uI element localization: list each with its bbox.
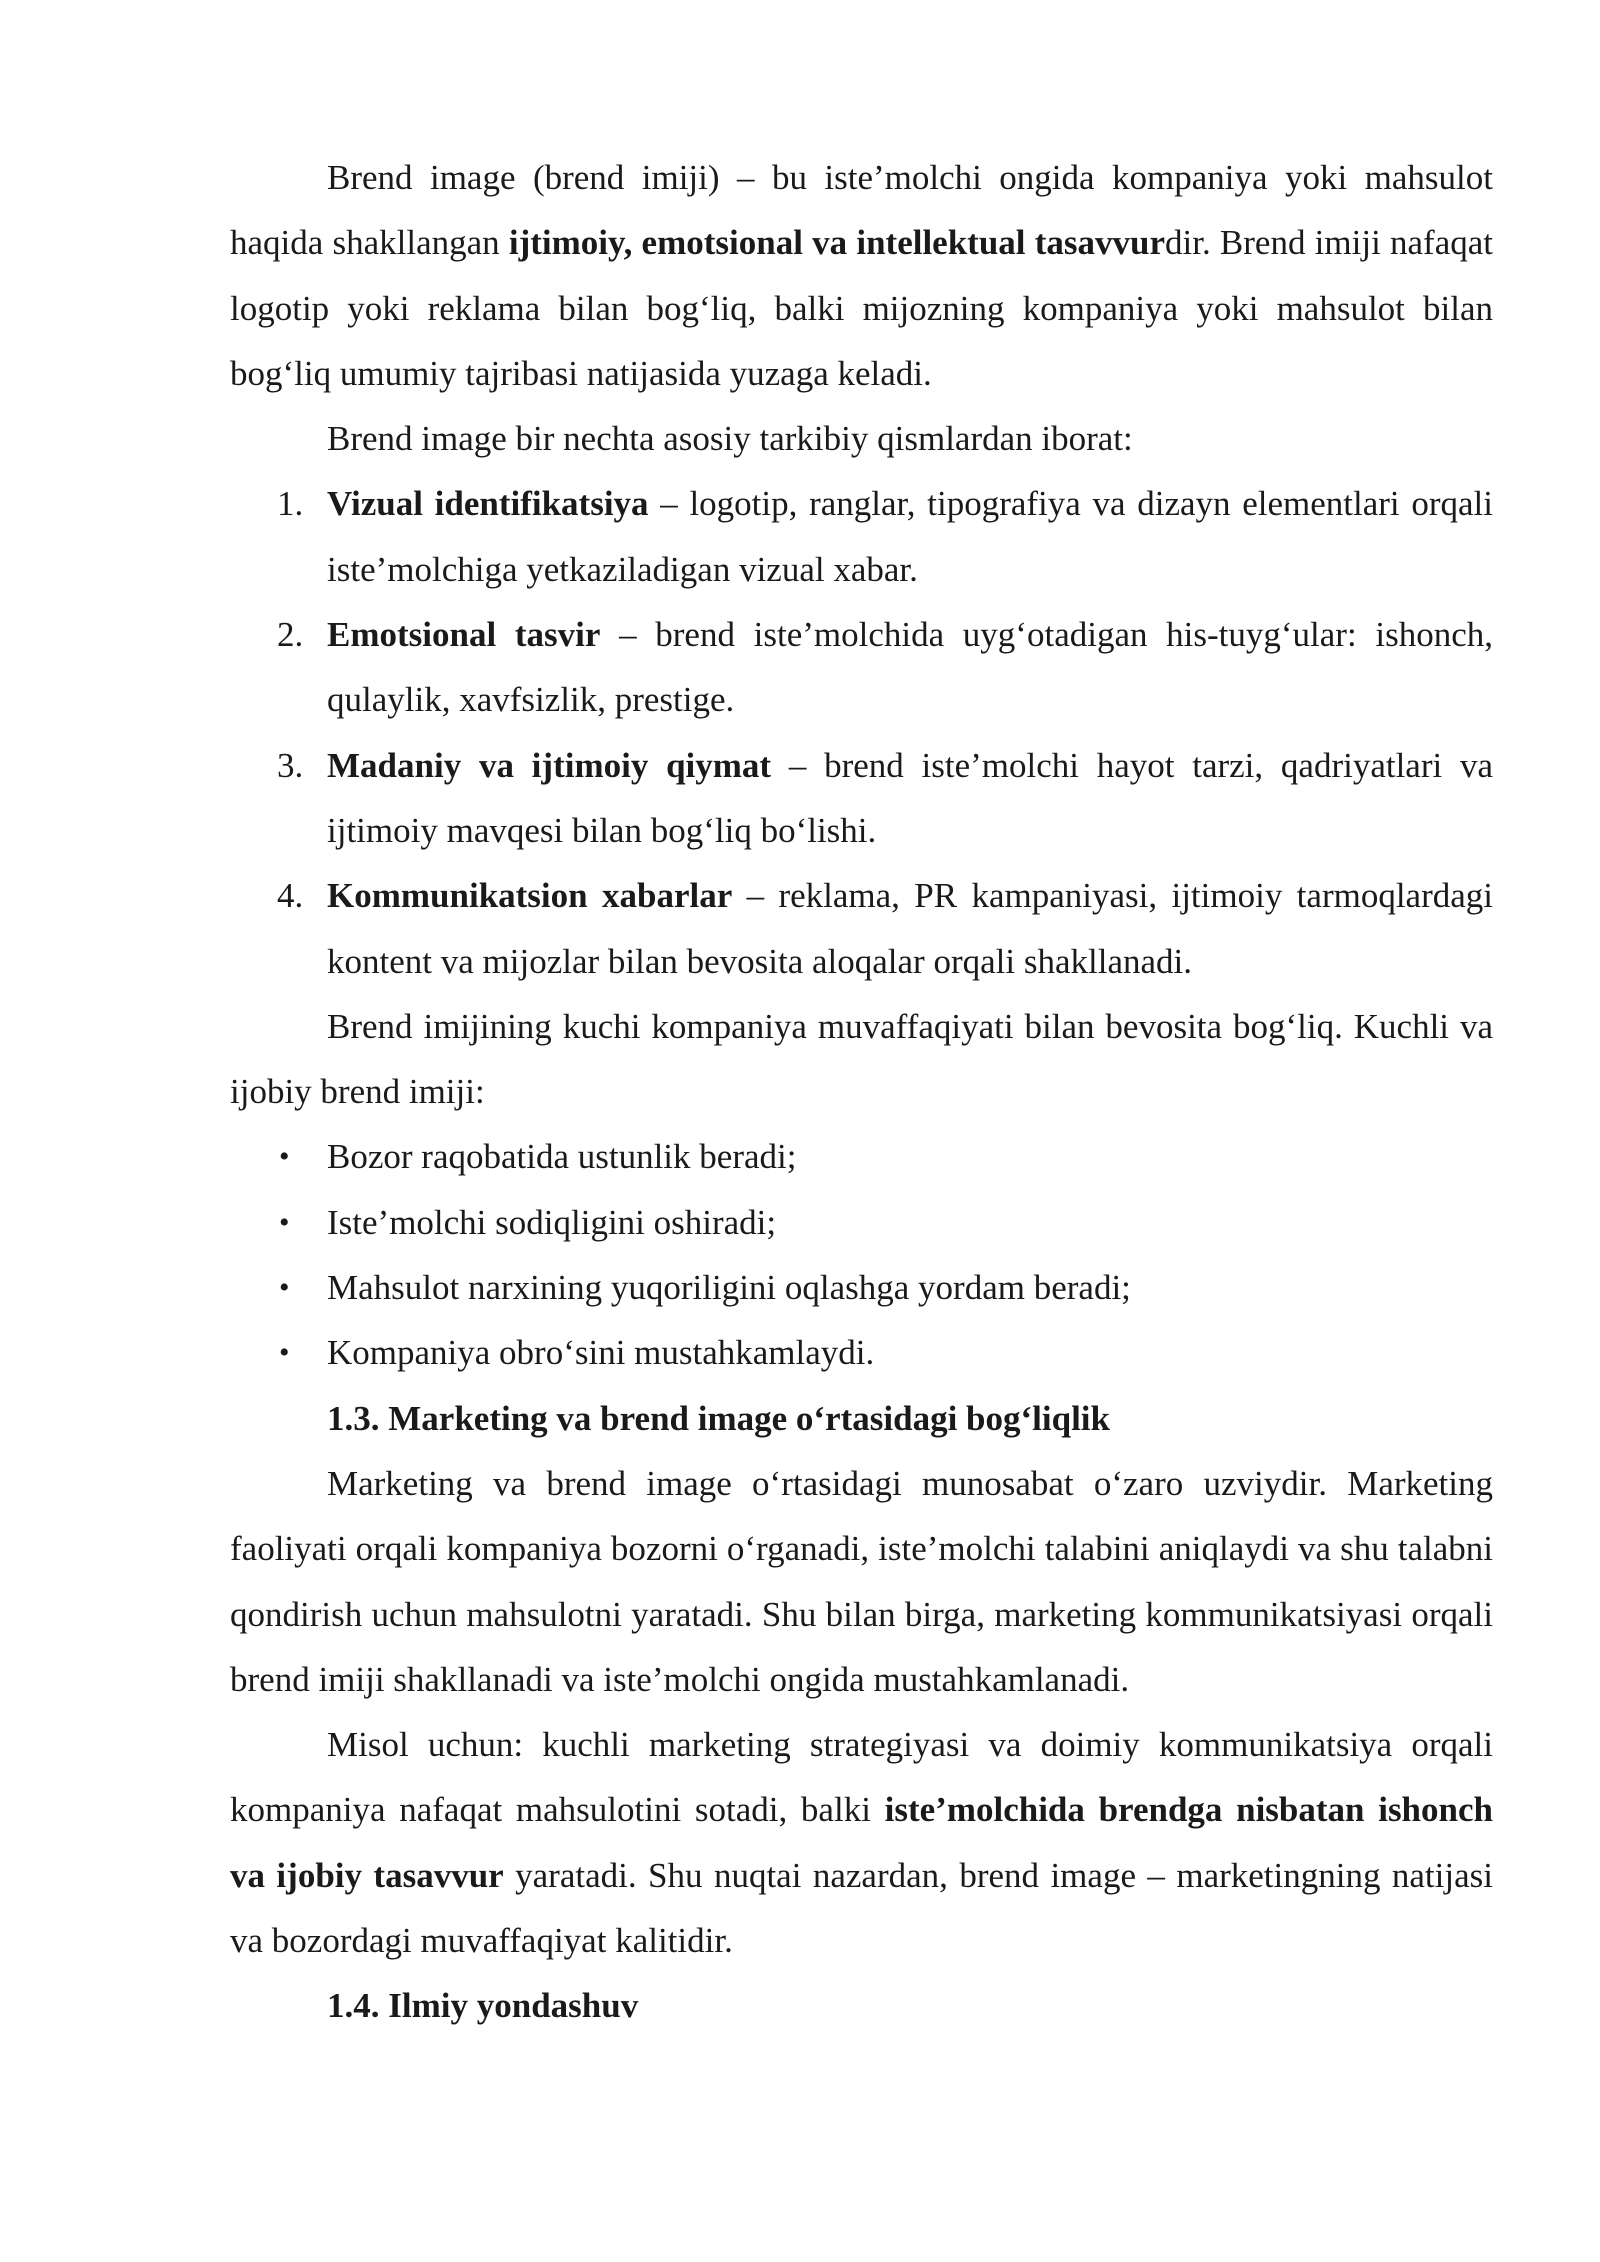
bullet-text: Mahsulot narxining yuqoriligini oqlashga yordam beradi; bbox=[327, 1268, 1131, 1308]
list-item-text: – logotip, ranglar, tipografiya va dizayn elementlari orqali iste’molchiga yetkaziladigan vizual xabar. bbox=[327, 484, 1493, 589]
list-item bbox=[230, 602, 1493, 733]
example-bold-phrase: iste’molchida brendga nisbatan ishonch va ijobiy tasavvur bbox=[230, 1790, 1493, 1895]
list-number: 1. bbox=[277, 484, 304, 524]
list-number: 4. bbox=[277, 876, 304, 916]
intro-text-b: dir. Brend imiji nafaqat logotip yoki reklama bilan bog‘liq, balki mijozning kompaniya yoki mahsulot bilan bog‘liq umumiy tajribasi natijasida yuzaga keladi. bbox=[230, 223, 1493, 393]
list-item bbox=[230, 471, 1493, 602]
list-item-title: Vizual identifikatsiya bbox=[327, 484, 649, 524]
bullet-item bbox=[230, 1124, 1493, 1189]
list-item-title: Madaniy va ijtimoiy qiymat bbox=[327, 745, 772, 785]
bullet-icon: • bbox=[279, 1205, 290, 1239]
list-item-text: – brend iste’molchida uyg‘otadigan his-tuyg‘ular: ishonch, qulaylik, xavfsizlik, prestige. bbox=[327, 615, 1493, 720]
components-lead: Brend image bir nechta asosiy tarkibiy qismlardan iborat: bbox=[327, 419, 1133, 459]
components-list bbox=[230, 471, 1493, 993]
bullet-text: Iste’molchi sodiqligini oshiradi; bbox=[327, 1202, 777, 1242]
bullet-icon: • bbox=[279, 1140, 290, 1174]
intro-bold-phrase: ijtimoiy, emotsional va intellektual tasavvur bbox=[508, 223, 1166, 263]
bullet-icon: • bbox=[279, 1271, 290, 1305]
list-number: 3. bbox=[277, 745, 304, 785]
bullet-item bbox=[230, 1255, 1493, 1320]
list-item bbox=[230, 863, 1493, 994]
bullet-text: Kompaniya obro‘sini mustahkamlaydi. bbox=[327, 1333, 875, 1373]
benefits-list bbox=[230, 1124, 1493, 1385]
bullet-item bbox=[230, 1190, 1493, 1255]
strength-paragraph: Brend imijining kuchi kompaniya muvaffaqiyati bilan bevosita bog‘liq. Kuchli va ijobiy brend imiji: bbox=[230, 1006, 1493, 1112]
example-text-a: Misol uchun: kuchli marketing strategiyasi va doimiy kommunikatsiya orqali kompaniya nafaqat mahsulotini sotadi, balki bbox=[230, 1725, 1493, 1830]
list-number: 2. bbox=[277, 615, 304, 655]
list-item-title: Kommunikatsion xabarlar bbox=[327, 876, 733, 916]
example-text-b: yaratadi. Shu nuqtai nazardan, brend image – marketingning natijasi va bozordagi muvaffaqiyat kalitidir. bbox=[230, 1855, 1493, 1961]
section-1-3-paragraph-1: Marketing va brend image o‘rtasidagi munosabat o‘zaro uzviydir. Marketing faoliyati orqali kompaniya bozorni o‘rganadi, iste’molchi talabini aniqlaydi va shu talabni qondirish uchun mahsulotni yaratadi. Shu bilan birga, marketing kommunikatsiyasi orqali brend imiji shakllanadi va iste’molchi ongida mustahkamlanadi. bbox=[230, 1463, 1493, 1699]
section-1-3-paragraph-2 bbox=[230, 1712, 1493, 1973]
section-heading-1-4: 1.4. Ilmiy yondashuv bbox=[327, 1986, 639, 2026]
bullet-icon: • bbox=[279, 1336, 290, 1370]
list-item-text: – reklama, PR kampaniyasi, ijtimoiy tarmoqlardagi kontent va mijozlar bilan bevosita aloqalar orqali shakllanadi. bbox=[327, 876, 1493, 981]
bullet-item bbox=[230, 1320, 1493, 1385]
list-item-text: – brend iste’molchi hayot tarzi, qadriyatlari va ijtimoiy mavqesi bilan bog‘liq bo‘lishi. bbox=[327, 745, 1494, 850]
bullet-text: Bozor raqobatida ustunlik beradi; bbox=[327, 1137, 797, 1177]
list-item bbox=[230, 733, 1493, 864]
intro-text-a: Brend image (brend imiji) – bu iste’molchi ongida kompaniya yoki mahsulot haqida shakllangan bbox=[230, 158, 1493, 263]
intro-paragraph bbox=[230, 145, 1493, 406]
section-heading-1-3: 1.3. Marketing va brend image o‘rtasidagi bog‘liqlik bbox=[327, 1398, 1110, 1438]
document-page bbox=[230, 145, 1493, 2039]
list-item-title: Emotsional tasvir bbox=[327, 615, 601, 655]
